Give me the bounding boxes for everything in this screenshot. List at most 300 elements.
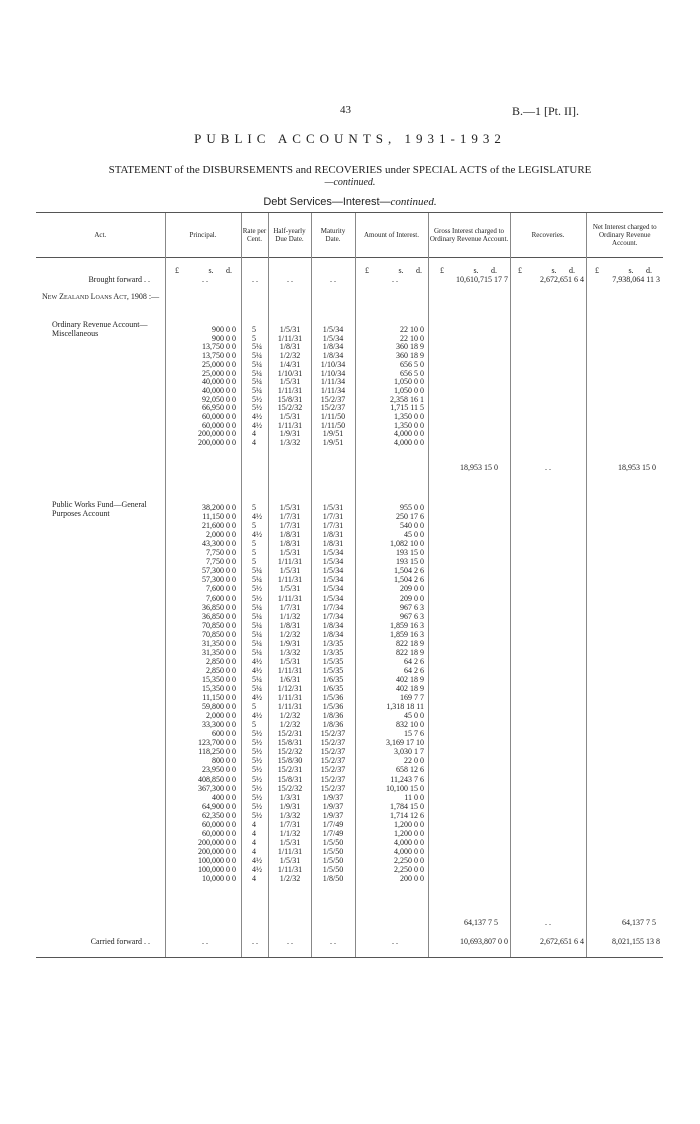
column-rule [241,257,242,957]
row-principal: 200,000 0 0 [198,837,236,847]
row-rate: 4½ [252,665,262,675]
row-amount: 15 7 6 [404,729,424,739]
row-maturity: 1/5/36 [322,693,344,703]
currency-pound-gross: £ [440,266,444,275]
row-maturity: 1/8/31 [322,530,344,540]
row-amount: 22 10 0 [400,325,424,334]
row-amount: 2,358 16 1 [390,394,424,404]
row-principal: 11,150 0 0 [202,693,236,703]
row-principal: 408,850 0 0 [198,774,236,784]
brought-forward-net: 7,938,064 11 3 [612,275,660,284]
carried-forward-due: . . [287,937,293,946]
row-amount: 209 0 0 [400,584,424,594]
subheading-main: Debt Services—Interest— [263,196,391,208]
row-amount: 4,000 0 0 [394,438,424,448]
row-amount: 64 2 6 [404,656,424,666]
row-principal: 800 0 0 [212,756,236,766]
row-due-date: 1/9/31 [279,801,301,811]
row-amount: 967 6 3 [400,611,424,621]
row-amount: 832 10 0 [396,720,424,730]
row-due-date: 1/7/31 [279,521,301,531]
row-principal: 70,850 0 0 [202,620,236,630]
row-principal: 100,000 0 0 [198,865,236,874]
col-header-amount: Amount of Interest. [355,213,428,258]
row-maturity: 1/7/49 [322,828,344,838]
row-rate: 4 [252,429,256,439]
group-label-public-works: Public Works Fund—General Purposes Account [52,500,147,518]
brought-forward-rate: . . [252,275,258,284]
row-maturity: 1/8/34 [322,620,344,630]
row-due-date: 1/4/31 [279,359,301,369]
row-due-date: 1/5/31 [279,855,301,865]
row-due-date: 1/11/31 [277,846,303,856]
row-rate: 4½ [252,693,262,703]
row-rate: 5½ [252,756,262,766]
row-principal: 21,600 0 0 [202,521,236,531]
row-amount: 200 0 0 [400,874,424,884]
row-rate: 5¼ [252,575,262,585]
row-due-date: 1/2/32 [279,351,301,361]
row-rate: 4 [252,819,256,829]
row-due-date: 1/5/31 [279,837,301,847]
row-due-date: 1/3/32 [279,810,301,820]
row-rate: 4½ [252,656,262,666]
carried-forward-rate: . . [252,937,258,946]
column-rule [510,257,511,957]
row-rate: 5½ [252,801,262,811]
row-amount: 11 0 0 [404,792,424,802]
row-amount: 1,784 15 0 [390,801,424,811]
brought-forward-gross: 10,610,715 17 7 [456,275,508,284]
row-amount: 250 17 6 [396,512,424,522]
row-maturity: 15/2/37 [320,403,346,413]
table-bottom-rule [36,957,663,958]
carried-forward-principal: . . [202,937,208,946]
row-due-date: 15/8/31 [277,774,303,784]
row-principal: 100,000 0 0 [198,855,236,865]
carried-forward-amount: . . [392,937,398,946]
currency-shilling-recoveries: s. [551,266,557,275]
row-rate: 5½ [252,747,262,757]
row-rate: 5¼ [252,684,262,693]
row-principal: 60,000 0 0 [202,420,236,430]
row-due-date: 1/8/31 [279,530,301,540]
row-rate: 5¼ [252,611,262,621]
row-maturity: 1/9/37 [322,810,344,820]
row-principal: 123,700 0 0 [198,738,236,748]
row-amount: 1,050 0 0 [394,385,424,395]
row-rate: 5¼ [252,602,262,612]
row-amount: 1,859 16 3 [390,620,424,630]
row-principal: 7,600 0 0 [206,584,236,594]
row-amount: 822 18 9 [396,647,424,657]
column-rule [428,257,429,957]
row-due-date: 1/11/31 [277,593,303,603]
row-amount: 22 10 0 [400,333,424,343]
row-amount: 1,350 0 0 [394,412,424,421]
row-amount: 402 18 9 [396,674,424,684]
row-principal: 23,950 0 0 [202,765,236,775]
row-maturity: 1/5/34 [322,333,344,343]
row-amount: 540 0 0 [400,521,424,531]
row-principal: 2,850 0 0 [206,656,236,666]
row-maturity: 1/8/34 [322,629,344,639]
act-heading: New Zealand Loans Act, 1908 :— [42,292,160,301]
row-principal: 64,900 0 0 [202,801,236,811]
row-amount: 402 18 9 [396,684,424,693]
row-principal: 25,000 0 0 [202,359,236,369]
row-rate: 5½ [252,792,262,802]
carried-forward-net: 8,021,155 13 8 [612,937,660,946]
col-header-due-date: Half-yearly Due Date. [268,213,311,258]
row-principal: 11,150 0 0 [202,512,236,522]
row-rate: 5¼ [252,351,262,361]
row-principal: 2,000 0 0 [206,711,236,721]
row-maturity: 1/8/50 [322,874,344,884]
col-header-act: Act. [36,213,165,258]
row-maturity: 1/5/50 [322,865,344,874]
brought-forward-label: Brought forward . . [88,275,150,284]
group-label-ordinary-revenue: Ordinary Revenue Account—Miscellaneous [52,320,148,338]
row-amount: 3,030 1 7 [394,747,424,757]
currency-shilling-gross: s. [473,266,479,275]
row-amount: 4,000 0 0 [394,837,424,847]
row-maturity: 15/2/37 [320,738,346,748]
row-principal: 13,750 0 0 [202,351,236,361]
row-amount: 1,200 0 0 [394,819,424,829]
row-rate: 4½ [252,865,262,874]
row-amount: 209 0 0 [400,593,424,603]
group2-gross-total: 64,137 7 5 [464,918,498,927]
row-due-date: 1/5/31 [279,656,301,666]
row-maturity: 1/8/36 [322,711,344,721]
page-number: 43 [340,104,351,116]
row-amount: 64 2 6 [404,665,424,675]
row-due-date: 15/8/31 [277,738,303,748]
document-reference: B.—1 [Pt. II]. [512,104,579,118]
row-rate: 4 [252,846,256,856]
row-due-date: 1/3/31 [279,792,301,802]
row-maturity: 1/9/51 [322,429,344,439]
row-maturity: 1/10/34 [320,359,346,369]
row-due-date: 1/11/31 [277,557,303,567]
row-rate: 5½ [252,394,262,404]
row-principal: 66,950 0 0 [202,403,236,413]
row-amount: 10,100 15 0 [386,783,424,793]
row-due-date: 15/2/31 [277,765,303,775]
row-due-date: 15/2/31 [277,729,303,739]
row-rate: 4½ [252,855,262,865]
row-maturity: 1/8/34 [322,351,344,361]
col-header-rate: Rate per Cent. [241,213,268,258]
row-amount: 1,714 12 6 [390,810,424,820]
row-maturity: 1/11/50 [320,420,346,430]
row-rate: 4½ [252,711,262,721]
row-due-date: 1/3/32 [279,647,301,657]
row-maturity: 1/6/35 [322,684,344,693]
brought-forward-amount: . . [392,275,398,284]
currency-shilling-amount: s. [398,266,404,275]
row-maturity: 1/7/31 [322,512,344,522]
col-header-net-interest: Net Interest charged to Ordinary Revenue Account. [586,213,663,258]
row-principal: 31,350 0 0 [202,647,236,657]
col-header-gross-interest: Gross Interest charged to Ordinary Revenue Account. [428,213,510,258]
group1-net-total: 18,953 15 0 [618,463,656,472]
row-principal: 367,300 0 0 [198,783,236,793]
carried-forward-label: Carried forward . . [90,937,150,946]
row-due-date: 15/2/32 [277,403,303,413]
row-rate: 5½ [252,810,262,820]
brought-forward-maturity: . . [330,275,336,284]
row-rate: 5 [252,702,256,712]
row-due-date: 1/11/31 [277,693,303,703]
row-amount: 360 18 9 [396,351,424,361]
row-maturity: 15/2/37 [320,394,346,404]
row-rate: 5¼ [252,674,262,684]
row-principal: 600 0 0 [212,729,236,739]
row-due-date: 1/5/31 [279,503,301,512]
row-due-date: 1/11/31 [277,385,303,395]
row-maturity: 1/5/36 [322,702,344,712]
row-principal: 92,050 0 0 [202,394,236,404]
row-rate: 5 [252,539,256,549]
row-due-date: 1/7/31 [279,819,301,829]
row-maturity: 1/7/34 [322,602,344,612]
row-due-date: 1/9/31 [279,638,301,648]
row-due-date: 1/5/31 [279,548,301,558]
row-principal: 13,750 0 0 [202,342,236,352]
row-rate: 5½ [252,729,262,739]
group2-recoveries: . . [545,918,551,927]
row-rate: 5¼ [252,359,262,369]
row-rate: 4½ [252,412,262,421]
row-rate: 5½ [252,783,262,793]
statement-heading: STATEMENT of the DISBURSEMENTS and RECOVERIES under SPECIAL ACTS of the LEGISLATURE [108,164,592,176]
row-maturity: 15/2/37 [320,774,346,784]
row-maturity: 1/5/34 [322,325,344,334]
row-due-date: 1/2/32 [279,629,301,639]
row-due-date: 1/2/32 [279,720,301,730]
row-maturity: 1/7/49 [322,819,344,829]
row-due-date: 1/7/31 [279,512,301,522]
row-maturity: 15/2/37 [320,765,346,775]
row-maturity: 1/5/34 [322,584,344,594]
row-due-date: 1/11/31 [277,420,303,430]
row-principal: 38,200 0 0 [202,503,236,512]
row-principal: 400 0 0 [212,792,236,802]
row-rate: 5 [252,333,256,343]
row-maturity: 1/8/34 [322,342,344,352]
row-principal: 2,850 0 0 [206,665,236,675]
row-maturity: 1/9/37 [322,792,344,802]
row-principal: 57,300 0 0 [202,566,236,576]
currency-pence-recoveries: d. [569,266,575,275]
row-principal: 43,300 0 0 [202,539,236,549]
row-rate: 5 [252,325,256,334]
row-due-date: 15/2/32 [277,747,303,757]
row-rate: 5¼ [252,629,262,639]
row-principal: 15,350 0 0 [202,674,236,684]
row-maturity: 15/2/37 [320,783,346,793]
row-due-date: 1/8/31 [279,620,301,630]
currency-pound-net: £ [595,266,599,275]
row-rate: 5¼ [252,368,262,378]
row-principal: 60,000 0 0 [202,828,236,838]
brought-forward-principal: . . [202,275,208,284]
row-due-date: 15/8/30 [277,756,303,766]
row-maturity: 1/6/35 [322,674,344,684]
row-maturity: 1/10/34 [320,368,346,378]
row-principal: 7,750 0 0 [206,548,236,558]
row-due-date: 1/11/31 [277,865,303,874]
row-principal: 2,000 0 0 [206,530,236,540]
row-principal: 15,350 0 0 [202,684,236,693]
row-amount: 1,318 18 11 [386,702,424,712]
row-maturity: 1/5/34 [322,575,344,585]
row-rate: 5 [252,548,256,558]
row-rate: 4½ [252,530,262,540]
row-maturity: 1/9/51 [322,438,344,448]
carried-forward-recoveries: 2,672,651 6 4 [540,937,584,946]
row-amount: 1,504 2 6 [394,566,424,576]
row-amount: 169 7 7 [400,693,424,703]
col-header-maturity: Maturity Date. [311,213,355,258]
row-rate: 5¼ [252,638,262,648]
brought-forward-recoveries: 2,672,651 6 4 [540,275,584,284]
group2-net-total: 64,137 7 5 [622,918,656,927]
row-rate: 5¼ [252,377,262,387]
currency-pence-net: d. [646,266,652,275]
row-due-date: 1/1/32 [279,828,301,838]
page-title: PUBLIC ACCOUNTS, 1931-1932 [194,131,506,146]
row-principal: 7,600 0 0 [206,593,236,603]
row-due-date: 1/10/31 [277,368,303,378]
row-maturity: 15/2/37 [320,747,346,757]
row-principal: 200,000 0 0 [198,846,236,856]
row-amount: 11,243 7 6 [390,774,424,784]
currency-shilling-net: s. [628,266,634,275]
row-amount: 658 12 6 [396,765,424,775]
row-principal: 36,850 0 0 [202,611,236,621]
row-amount: 4,000 0 0 [394,846,424,856]
row-rate: 5 [252,521,256,531]
row-amount: 967 6 3 [400,602,424,612]
group1-recoveries: . . [545,463,551,472]
row-due-date: 1/11/31 [277,575,303,585]
currency-pound-amount: £ [365,266,369,275]
row-amount: 1,859 16 3 [390,629,424,639]
row-amount: 656 5 0 [400,368,424,378]
row-rate: 5 [252,720,256,730]
row-due-date: 15/8/31 [277,394,303,404]
row-rate: 4½ [252,512,262,522]
row-rate: 4 [252,837,256,847]
currency-pence-principal: d. [226,266,232,275]
row-principal: 900 0 0 [212,333,236,343]
row-maturity: 1/5/34 [322,548,344,558]
row-rate: 5¼ [252,385,262,395]
row-due-date: 1/11/31 [277,702,303,712]
row-maturity: 1/11/50 [320,412,346,421]
row-rate: 5½ [252,774,262,784]
col-header-recoveries: Recoveries. [510,213,586,258]
row-amount: 822 18 9 [396,638,424,648]
row-amount: 193 15 0 [396,557,424,567]
currency-pence-amount: d. [416,266,422,275]
row-maturity: 1/5/50 [322,855,344,865]
row-maturity: 15/2/37 [320,729,346,739]
row-rate: 5 [252,503,256,512]
row-rate: 5¼ [252,566,262,576]
row-due-date: 1/5/31 [279,412,301,421]
row-amount: 2,250 0 0 [394,865,424,874]
row-rate: 5½ [252,593,262,603]
row-amount: 1,715 11 5 [390,403,424,413]
row-rate: 5½ [252,738,262,748]
row-principal: 60,000 0 0 [202,819,236,829]
subheading-continued: continued. [390,196,437,208]
row-rate: 4 [252,438,256,448]
row-due-date: 15/2/32 [277,783,303,793]
row-principal: 25,000 0 0 [202,368,236,378]
row-due-date: 1/3/32 [279,438,301,448]
row-due-date: 1/5/31 [279,566,301,576]
row-maturity: 1/5/34 [322,593,344,603]
section-subheading [0,196,700,208]
row-maturity: 1/5/34 [322,557,344,567]
row-rate: 4 [252,874,256,884]
row-principal: 200,000 0 0 [198,438,236,448]
row-rate: 5½ [252,765,262,775]
row-amount: 22 0 0 [404,756,424,766]
row-maturity: 1/7/34 [322,611,344,621]
row-maturity: 1/5/31 [322,503,344,512]
column-rule [586,257,587,957]
row-due-date: 1/2/32 [279,874,301,884]
row-due-date: 1/11/31 [277,333,303,343]
row-maturity: 1/5/34 [322,566,344,576]
row-due-date: 1/6/31 [279,674,301,684]
row-amount: 1,050 0 0 [394,377,424,387]
row-due-date: 1/11/31 [277,665,303,675]
row-maturity: 1/11/34 [320,377,346,387]
row-principal: 7,750 0 0 [206,557,236,567]
row-due-date: 1/8/31 [279,342,301,352]
brought-forward-due: . . [287,275,293,284]
row-amount: 656 5 0 [400,359,424,369]
row-maturity: 15/2/37 [320,756,346,766]
row-amount: 45 0 0 [404,530,424,540]
row-rate: 5¼ [252,647,262,657]
row-principal: 62,350 0 0 [202,810,236,820]
row-rate: 5¼ [252,620,262,630]
carried-forward-maturity: . . [330,937,336,946]
row-due-date: 1/1/32 [279,611,301,621]
row-due-date: 1/5/31 [279,325,301,334]
row-maturity: 1/5/50 [322,846,344,856]
row-principal: 10,000 0 0 [202,874,236,884]
row-principal: 40,000 0 0 [202,385,236,395]
column-header-row [36,212,663,258]
row-amount: 45 0 0 [404,711,424,721]
row-amount: 1,200 0 0 [394,828,424,838]
row-maturity: 1/3/35 [322,647,344,657]
row-amount: 1,082 10 0 [390,539,424,549]
row-amount: 2,250 0 0 [394,855,424,865]
row-amount: 1,350 0 0 [394,420,424,430]
group1-gross-total: 18,953 15 0 [460,463,498,472]
row-principal: 59,800 0 0 [202,702,236,712]
